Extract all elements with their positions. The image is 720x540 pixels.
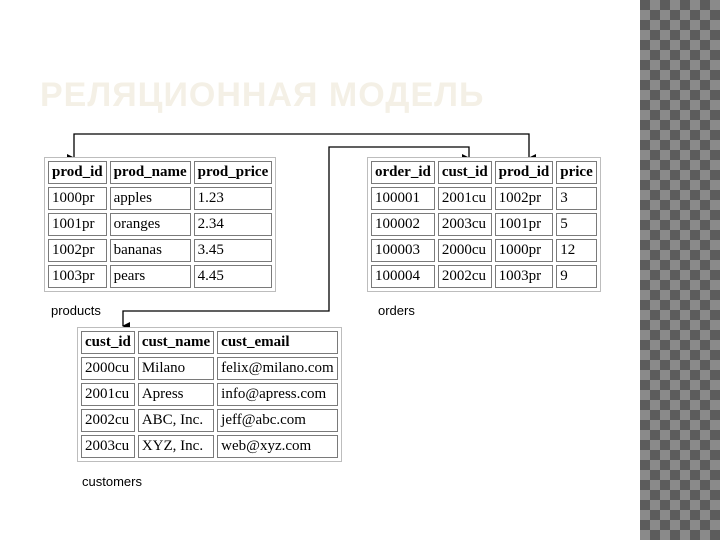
table-cell: 2001cu — [81, 383, 135, 406]
table-row — [81, 409, 338, 432]
table-cell: 2001cu — [438, 187, 492, 210]
table-cell: 100003 — [371, 239, 435, 262]
table-row — [371, 213, 597, 236]
column-header: prod_id — [495, 161, 554, 184]
table-cell: 2002cu — [438, 265, 492, 288]
table-cell: pears — [110, 265, 191, 288]
table-cell: 3 — [556, 187, 596, 210]
column-header: cust_id — [81, 331, 135, 354]
table-cell: 1002pr — [48, 239, 107, 262]
table-cell: XYZ, Inc. — [138, 435, 214, 458]
table-row — [81, 435, 338, 458]
table-row — [48, 239, 272, 262]
table-cell: jeff@abc.com — [217, 409, 338, 432]
table-cell: 2002cu — [81, 409, 135, 432]
table-cell: 9 — [556, 265, 596, 288]
table-cell: 1003pr — [48, 265, 107, 288]
table-cell: 2000cu — [438, 239, 492, 262]
table-cell: 1002pr — [495, 187, 554, 210]
table-cell: 12 — [556, 239, 596, 262]
table-cell: 2000cu — [81, 357, 135, 380]
table-cell: 1003pr — [495, 265, 554, 288]
table-cell: felix@milano.com — [217, 357, 338, 380]
table-cell: 5 — [556, 213, 596, 236]
customers-table — [77, 327, 342, 462]
side-pattern-decoration — [640, 0, 720, 540]
table-cell: 2003cu — [438, 213, 492, 236]
column-header: cust_email — [217, 331, 338, 354]
table-cell: 1.23 — [194, 187, 273, 210]
table-row — [48, 187, 272, 210]
table-cell: ABC, Inc. — [138, 409, 214, 432]
column-header: prod_id — [48, 161, 107, 184]
table-cell: 3.45 — [194, 239, 273, 262]
products-orders-link — [74, 134, 529, 158]
products-caption: products — [51, 303, 101, 318]
table-cell: 4.45 — [194, 265, 273, 288]
column-header: order_id — [371, 161, 435, 184]
table-cell: oranges — [110, 213, 191, 236]
table-row — [81, 383, 338, 406]
column-header: price — [556, 161, 596, 184]
table-cell: info@apress.com — [217, 383, 338, 406]
table-cell: 1001pr — [495, 213, 554, 236]
orders-table — [367, 157, 601, 292]
table-cell: 2003cu — [81, 435, 135, 458]
table-cell: 100002 — [371, 213, 435, 236]
table-cell: 1001pr — [48, 213, 107, 236]
table-header-row — [371, 161, 597, 184]
table-row — [371, 187, 597, 210]
table-cell: Milano — [138, 357, 214, 380]
table-header-row — [48, 161, 272, 184]
table-row — [81, 357, 338, 380]
customers-caption: customers — [82, 474, 142, 489]
table-row — [48, 213, 272, 236]
column-header: prod_name — [110, 161, 191, 184]
orders-caption: orders — [378, 303, 415, 318]
table-cell: 100001 — [371, 187, 435, 210]
products-table — [44, 157, 276, 292]
table-cell: 1000pr — [495, 239, 554, 262]
table-cell: web@xyz.com — [217, 435, 338, 458]
table-cell: 100004 — [371, 265, 435, 288]
table-row — [48, 265, 272, 288]
table-cell: 1000pr — [48, 187, 107, 210]
table-row — [371, 265, 597, 288]
table-row — [371, 239, 597, 262]
table-cell: bananas — [110, 239, 191, 262]
table-cell: apples — [110, 187, 191, 210]
column-header: cust_name — [138, 331, 214, 354]
table-header-row — [81, 331, 338, 354]
table-cell: Apress — [138, 383, 214, 406]
column-header: prod_price — [194, 161, 273, 184]
table-cell: 2.34 — [194, 213, 273, 236]
slide-title: РЕЛЯЦИОННАЯ МОДЕЛЬ — [40, 76, 485, 114]
column-header: cust_id — [438, 161, 492, 184]
